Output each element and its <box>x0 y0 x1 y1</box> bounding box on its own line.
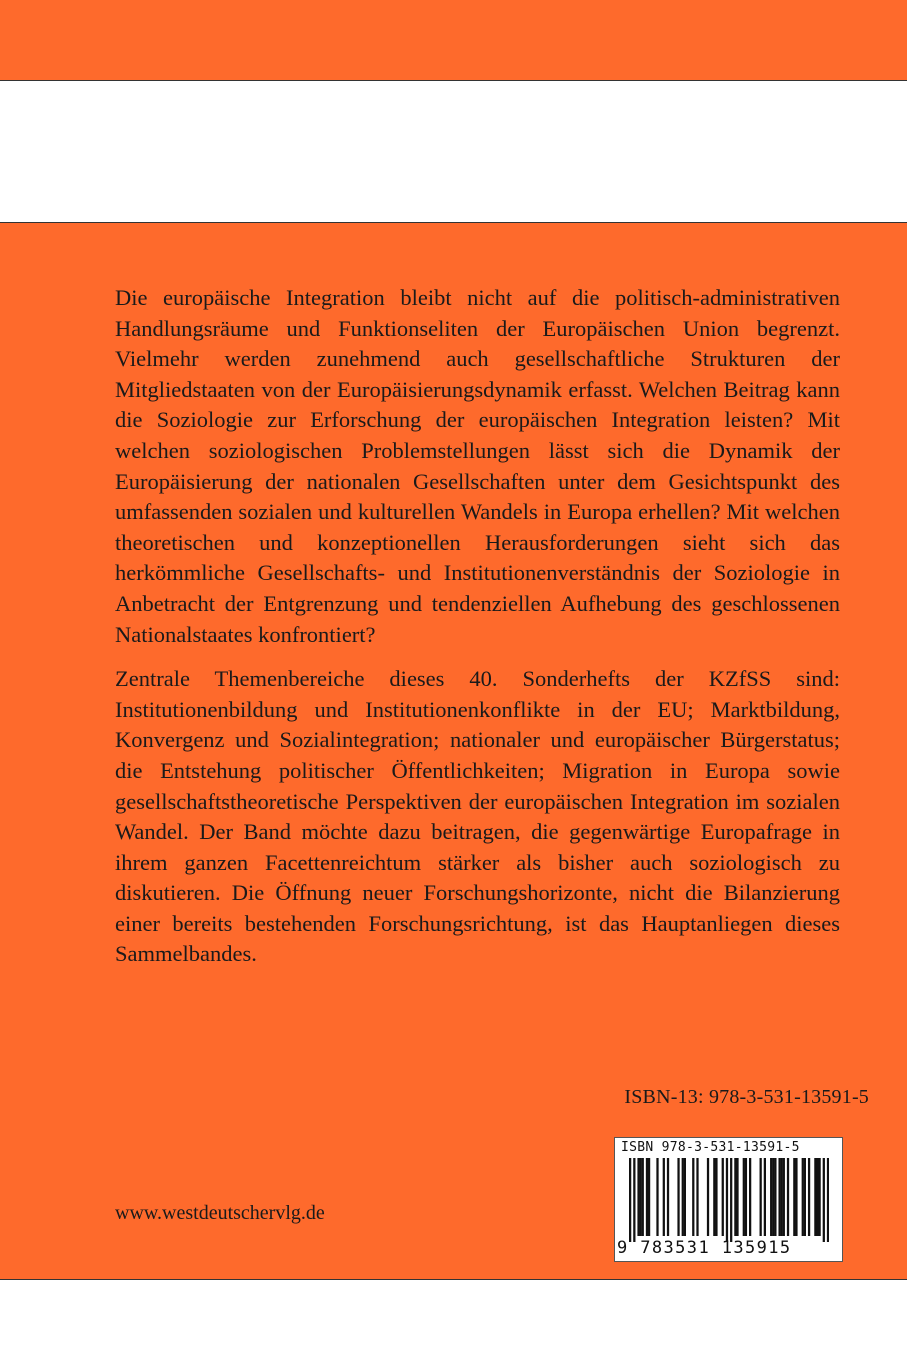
top-orange-band <box>0 0 907 81</box>
barcode-bar <box>642 1158 644 1236</box>
barcode-bar <box>726 1158 728 1242</box>
barcode-bar <box>793 1158 795 1236</box>
barcode-bar <box>745 1158 747 1236</box>
barcode-isbn-text: ISBN 978-3-531-13591-5 <box>621 1140 800 1155</box>
barcode-bar <box>787 1158 789 1236</box>
barcode-bar <box>640 1158 642 1236</box>
barcode-bar <box>722 1158 724 1236</box>
barcode-bar <box>774 1158 776 1236</box>
barcode-bar <box>808 1158 810 1236</box>
white-band <box>0 81 907 222</box>
barcode-bar <box>715 1158 717 1236</box>
bottom-white-band <box>0 1280 907 1360</box>
barcode-bar <box>696 1158 698 1236</box>
barcode-bar <box>667 1158 669 1236</box>
barcode-bar <box>677 1158 679 1236</box>
barcode-bar <box>781 1158 783 1236</box>
barcode-bar <box>707 1158 709 1236</box>
barcode-bar <box>730 1158 732 1242</box>
barcode-bar <box>684 1158 686 1236</box>
barcode-bar <box>802 1158 804 1236</box>
barcode-bar <box>770 1158 772 1236</box>
barcode-bar <box>656 1158 658 1236</box>
barcode-bar <box>760 1158 762 1236</box>
barcode-bar <box>743 1158 745 1236</box>
barcode-bar <box>823 1158 825 1242</box>
barcode-bar <box>629 1158 631 1242</box>
barcode-bar <box>772 1158 774 1236</box>
barcode-bar <box>646 1158 648 1236</box>
blurb-paragraph-1: Die europäische Integration bleibt nicht auf die politisch-administrativen Handlungsräume und Funktionseliten der Europäischen Union begrenzt. Vielmehr werden zunehmend auch gesellschaftliche Strukturen der Mitgliedstaaten von der Europäisierungsdynamik erfasst. Welchen Beitrag kann die Soziologie zur Erforschung der europäischen Integration leisten? Mit welchen soziologischen Problemstellungen lässt sich die Dynamik der Europäisierung der nationalen Gesellschaften unter dem Gesichtspunkt des umfassenden sozialen und kulturellen Wandels in Europa erhellen? Mit welchen theoretischen und konzeptionellen Herausforderungen sieht sich das herkömmliche Gesellschafts- und Institutionenverständnis der Soziologie in Anbetracht der Entgrenzung und tendenziellen Aufhebung des geschlossenen Nationalstaates konfrontiert? <box>115 285 840 647</box>
barcode-digits: 9 783531 135915 <box>617 1238 792 1258</box>
barcode-bar <box>736 1158 738 1236</box>
barcode-bar <box>764 1158 766 1236</box>
barcode-bar <box>633 1158 635 1242</box>
barcode-bar <box>648 1158 650 1236</box>
barcode-bar <box>778 1158 780 1236</box>
barcode-bar <box>663 1158 665 1236</box>
barcode-bars <box>629 1158 829 1242</box>
barcode-bar <box>783 1158 785 1236</box>
barcode-bar <box>804 1158 806 1236</box>
barcode <box>614 1137 843 1262</box>
barcode-bar <box>814 1158 816 1236</box>
barcode-bar <box>795 1158 797 1236</box>
isbn-label: ISBN-13: 978-3-531-13591-5 <box>624 1086 869 1108</box>
barcode-bar <box>637 1158 639 1236</box>
barcode-bar <box>692 1158 694 1236</box>
barcode-bar <box>749 1158 751 1236</box>
barcode-bar <box>682 1158 684 1236</box>
blurb-paragraph-2: Zentrale Themenbereiche dieses 40. Sonderhefts der KZfSS sind: Institutionenbildung und Institutionenkonflikte in der EU; Marktbildung, Konvergenz und Sozialintegration; nationaler und europäischer Bürgerstatus; die Entstehung politischer Öffentlichkeiten; Migration in Europa sowie gesellschaftstheoretische Perspektiven der europäischen Integration im sozialen Wandel. Der Band möchte dazu beitragen, die gegenwärtige Europafrage in ihrem ganzen Facettenreichtum stärker als bisher auch soziologisch zu diskutieren. Die Öffnung neuer Forschungshorizonte, nicht die Bilanzierung einer bereits bestehenden Forschungsrichtung, ist das Hauptanliegen dieses Sammelbandes. <box>115 666 840 967</box>
barcode-bar <box>827 1158 829 1242</box>
blurb-text <box>115 283 840 984</box>
barcode-bar <box>816 1158 818 1236</box>
publisher-website: www.westdeutschervlg.de <box>115 1202 325 1224</box>
barcode-bar <box>734 1158 736 1236</box>
barcode-bar <box>713 1158 715 1236</box>
barcode-bar <box>818 1158 820 1236</box>
